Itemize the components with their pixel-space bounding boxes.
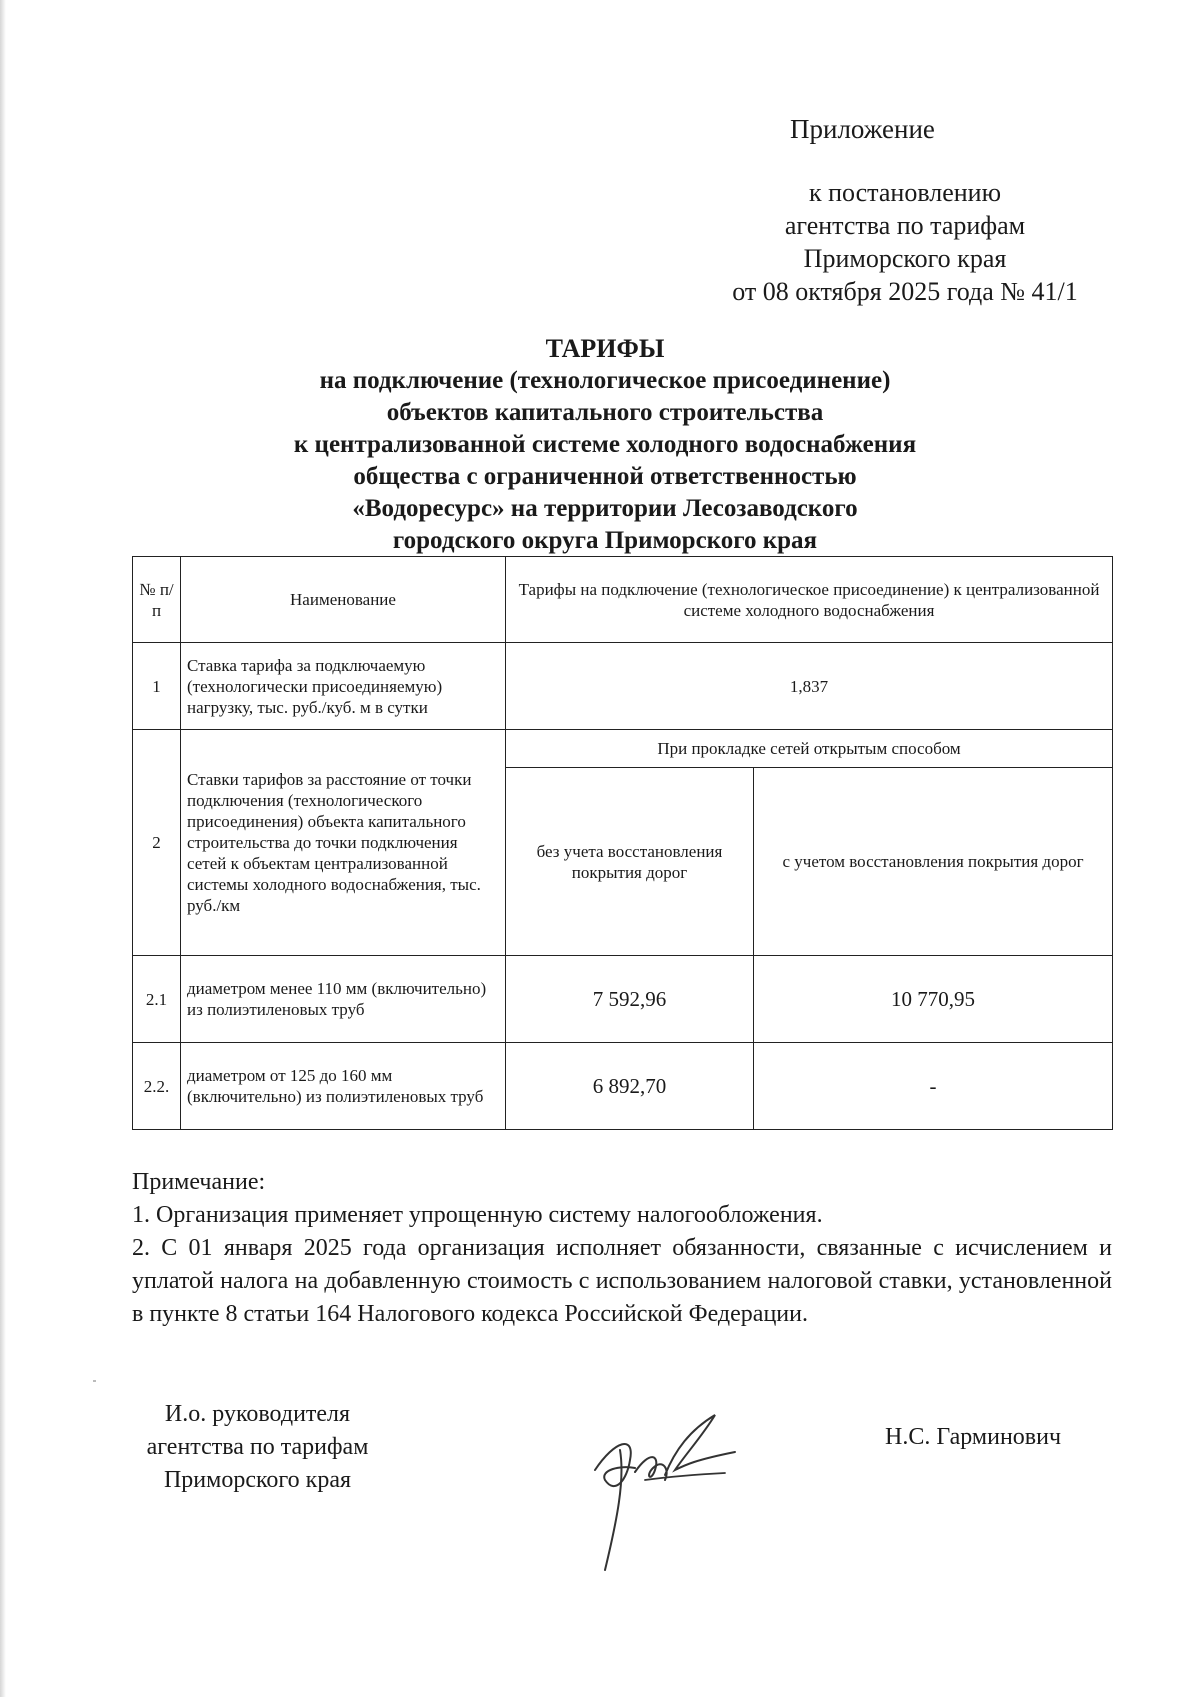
signatory-name: Н.С. Гарминович <box>885 1424 1062 1450</box>
appendix-label: Приложение <box>790 114 935 144</box>
appendix-line: к постановлению <box>808 178 1002 207</box>
notes-title: Примечание: <box>132 1169 266 1195</box>
table-row <box>133 1043 1113 1130</box>
notes-section <box>132 1166 1112 1331</box>
header-tariff-cell: Тарифы на подключение (технологическое присоединение) к централизованной системе холодного водоснабжения <box>506 557 1113 643</box>
col-without-roads-cell: без учета восстановления покрытия дорог <box>506 768 754 956</box>
position-line: агентства по тарифам <box>146 1434 369 1460</box>
table-row <box>133 643 1113 730</box>
scan-edge-shadow <box>0 0 6 1697</box>
value-with-roads: - <box>754 1043 1113 1130</box>
row-num-cell: 1 <box>133 643 181 730</box>
row-num-cell: 2 <box>133 730 181 956</box>
title-line: «Водоресурс» на территории Лесозаводского <box>352 495 858 522</box>
appendix-line: агентства по тарифам <box>784 211 1026 240</box>
row-value-cell: 1,837 <box>506 643 1113 730</box>
document-title <box>190 333 1020 557</box>
value-with-roads: 10 770,95 <box>754 956 1113 1043</box>
value-without-roads: 6 892,70 <box>506 1043 754 1130</box>
header-num-cell: № п/п <box>133 557 181 643</box>
row-name-cell: диаметром менее 110 мм (включительно) из полиэтиленовых труб <box>181 956 506 1043</box>
appendix-line: Приморского края <box>803 244 1007 273</box>
note-item: 2. С 01 января 2025 года организация исполняет обязанности, связанные с исчислением и уплатой налога на добавленную стоимость с использованием налоговой ставки, установленной в пункте 8 статьи 164 Налогового кодекса Российской Федерации. <box>132 1235 1112 1327</box>
title-line: на подключение (технологическое присоединение) <box>319 367 891 394</box>
table-row <box>133 730 1113 768</box>
title-main: ТАРИФЫ <box>545 334 665 363</box>
scan-speck <box>93 1380 96 1382</box>
table-header-row <box>133 557 1113 643</box>
row-name-cell: диаметром от 125 до 160 мм (включительно) из полиэтиленовых труб <box>181 1043 506 1130</box>
position-line: Приморского края <box>163 1467 352 1493</box>
note-item: 1. Организация применяет упрощенную систему налогообложения. <box>132 1202 823 1228</box>
signatory-position <box>130 1398 385 1497</box>
row-num-cell: 2.2. <box>133 1043 181 1130</box>
tariff-table <box>132 556 1113 1130</box>
title-line: городского округа Приморского края <box>392 527 818 554</box>
handwritten-signature <box>575 1410 745 1580</box>
col-with-roads-cell: с учетом восстановления покрытия дорог <box>754 768 1113 956</box>
position-line: И.о. руководителя <box>164 1401 351 1427</box>
appendix-reference <box>690 176 1120 308</box>
title-line: общества с ограниченной ответственностью <box>353 463 857 490</box>
table-row <box>133 956 1113 1043</box>
value-without-roads: 7 592,96 <box>506 956 754 1043</box>
laying-method-cell: При прокладке сетей открытым способом <box>506 730 1113 768</box>
row-num-cell: 2.1 <box>133 956 181 1043</box>
title-line: объектов капитального строительства <box>386 399 824 426</box>
row-name-cell: Ставка тарифа за подключаемую (технологически присоединяемую) нагрузку, тыс. руб./куб. м в сутки <box>181 643 506 730</box>
row-name-cell: Ставки тарифов за расстояние от точки подключения (технологического присоединения) объекта капитального строительства до точки подключения сетей к объектам централизованной системы холодного водоснабжения, тыс. руб./км <box>181 730 506 956</box>
header-name-cell: Наименование <box>181 557 506 643</box>
title-line: к централизованной системе холодного водоснабжения <box>293 431 917 458</box>
appendix-date-line: от 08 октября 2025 года № 41/1 <box>732 277 1078 306</box>
